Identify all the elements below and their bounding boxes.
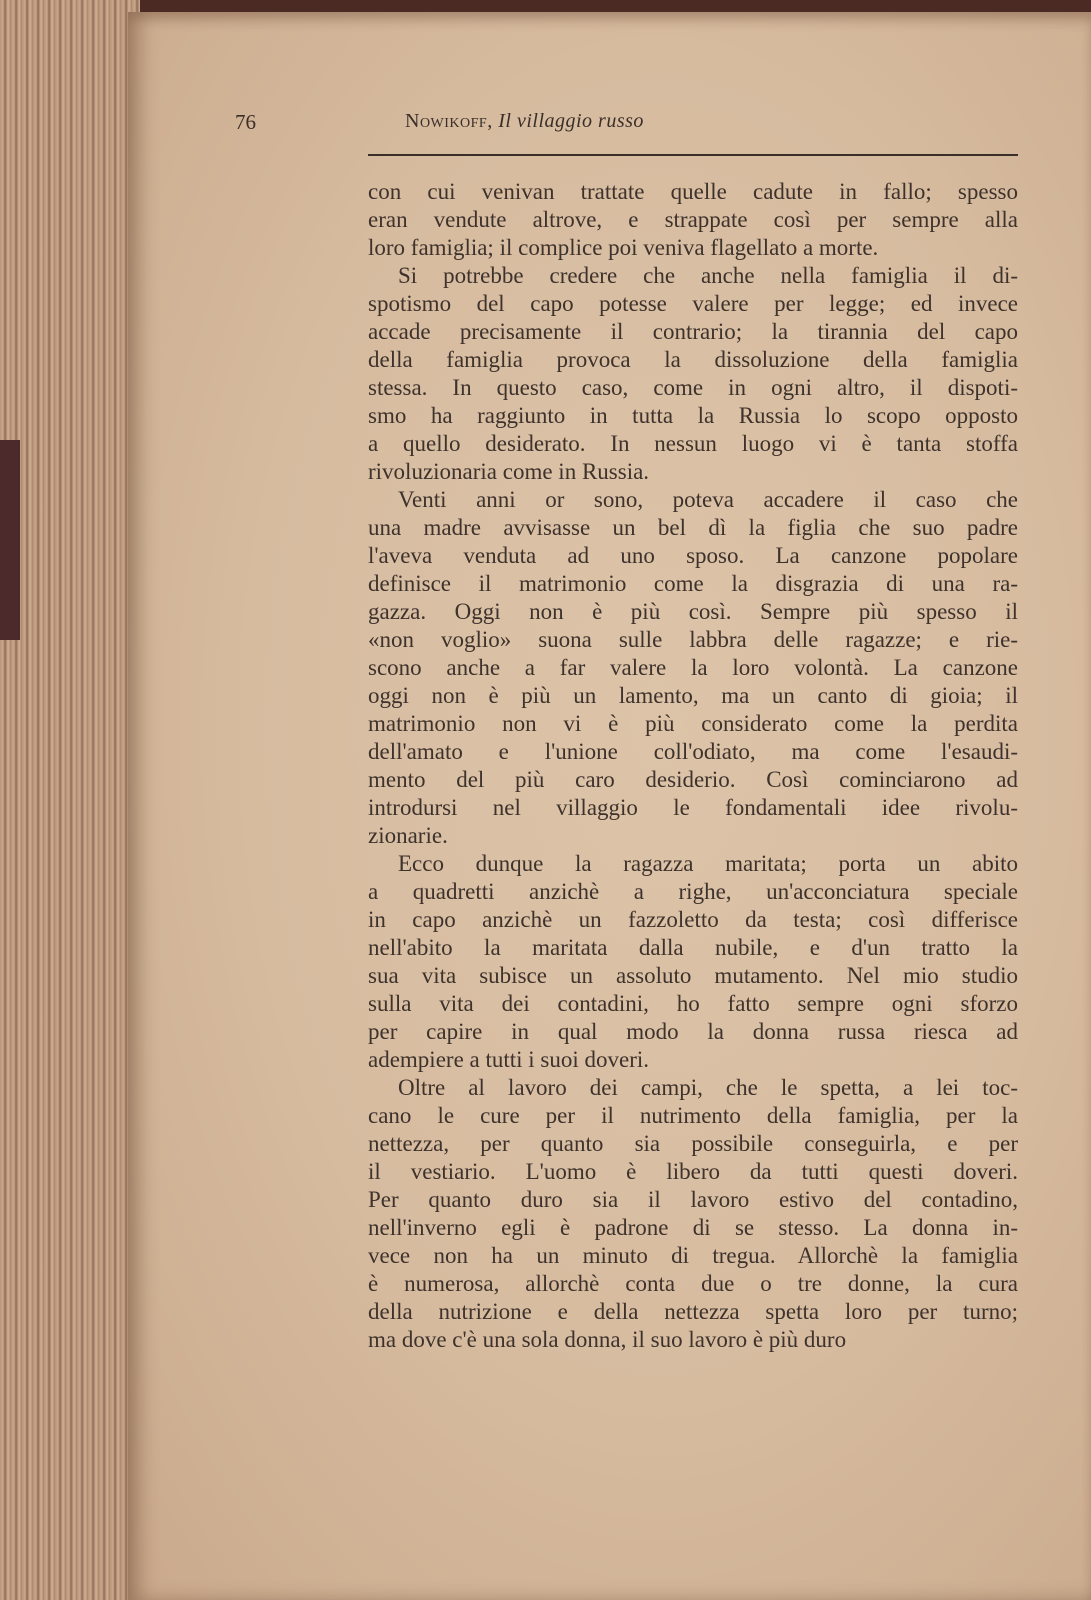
text-line: spotismo del capo potesse valere per legge; ed invece: [368, 291, 1018, 316]
text-line: introdursi nel villaggio le fondamentali idee rivolu-: [368, 795, 1018, 820]
text-line: della nutrizione e della nettezza spetta loro per turno;: [368, 1299, 1018, 1324]
text-line: matrimonio non vi è più considerato come la perdita: [368, 711, 1018, 736]
text-line: stessa. In questo caso, come in ogni altro, il dispoti-: [368, 375, 1018, 400]
text-line: a quello desiderato. In nessun luogo vi è tanta stoffa: [368, 431, 1018, 456]
text-line: accade precisamente il contrario; la tirannia del capo: [368, 319, 1018, 344]
text-line: definisce il matrimonio come la disgrazia di una ra-: [368, 571, 1018, 596]
text-line: sua vita subisce un assoluto mutamento. Nel mio studio: [368, 963, 1018, 988]
text-line: smo ha raggiunto in tutta la Russia lo scopo opposto: [368, 403, 1018, 428]
text-line: sulla vita dei contadini, ho fatto sempre ogni sforzo: [368, 991, 1018, 1016]
paragraph: [368, 1074, 1018, 1354]
text-line: «non voglio» suona sulle labbra delle ragazze; e rie-: [368, 627, 1018, 652]
page-header: [235, 98, 1018, 138]
book-page-edges: [0, 0, 140, 1600]
text-line: mento del più caro desiderio. Così cominciarono ad: [368, 767, 1018, 792]
text-line: gazza. Oggi non è più così. Sempre più spesso il: [368, 599, 1018, 624]
text-line: Per quanto duro sia il lavoro estivo del contadino,: [368, 1187, 1018, 1212]
running-title-book: Il villaggio russo: [498, 110, 644, 132]
running-title: [405, 110, 644, 133]
text-line: ma dove c'è una sola donna, il suo lavoro è più duro: [368, 1327, 847, 1352]
text-line: il vestiario. L'uomo è libero da tutti questi doveri.: [368, 1159, 1018, 1184]
book-cover-edge: [0, 440, 20, 640]
paragraph: [368, 850, 1018, 1074]
text-line: nettezza, per quanto sia possibile conseguirla, e per: [368, 1131, 1018, 1156]
text-line: Oltre al lavoro dei campi, che le spetta, a lei toc-: [398, 1075, 1018, 1100]
page-number: 76: [235, 110, 256, 134]
text-line: l'aveva venduta ad uno sposo. La canzone popolare: [368, 543, 1018, 568]
header-rule: [368, 154, 1018, 156]
text-line: Ecco dunque la ragazza maritata; porta un abito: [398, 851, 1018, 876]
text-line: loro famiglia; il complice poi veniva flagellato a morte.: [368, 235, 879, 260]
text-line: oggi non è più un lamento, ma un canto di gioia; il: [368, 683, 1018, 708]
text-line: con cui venivan trattate quelle cadute in fallo; spesso: [368, 179, 1018, 204]
text-line: in capo anzichè un fazzoletto da testa; così differisce: [368, 907, 1018, 932]
text-line: una madre avvisasse un bel dì la figlia che suo padre: [368, 515, 1018, 540]
text-line: cano le cure per il nutrimento della famiglia, per la: [368, 1103, 1018, 1128]
text-line: eran vendute altrove, e strappate così per sempre alla: [368, 207, 1018, 232]
paragraph: [368, 486, 1018, 850]
text-line: Venti anni or sono, poteva accadere il caso che: [398, 487, 1018, 512]
paragraph: [368, 178, 1018, 262]
text-line: zionarie.: [368, 823, 448, 848]
text-line: della famiglia provoca la dissoluzione della famiglia: [368, 347, 1018, 372]
text-line: per capire in qual modo la donna russa riesca ad: [368, 1019, 1018, 1044]
text-line: scono anche a far valere la loro volontà. La canzone: [368, 655, 1018, 680]
text-line: adempiere a tutti i suoi doveri.: [368, 1047, 650, 1072]
text-line: vece non ha un minuto di tregua. Allorchè la famiglia: [368, 1243, 1018, 1268]
text-line: nell'abito la maritata dalla nubile, e d'un tratto la: [368, 935, 1018, 960]
body-text: [368, 178, 1018, 1354]
text-line: a quadretti anzichè a righe, un'acconciatura speciale: [368, 879, 1018, 904]
text-line: Si potrebbe credere che anche nella famiglia il di-: [398, 263, 1018, 288]
text-line: nell'inverno egli è padrone di se stesso. La donna in-: [368, 1215, 1018, 1240]
text-line: dell'amato e l'unione coll'odiato, ma come l'esaudi-: [368, 739, 1018, 764]
paragraph: [368, 262, 1018, 486]
text-line: è numerosa, allorchè conta due o tre donne, la cura: [368, 1271, 1018, 1296]
running-title-author: Nowikoff,: [405, 110, 493, 132]
text-line: rivoluzionaria come in Russia.: [368, 459, 650, 484]
